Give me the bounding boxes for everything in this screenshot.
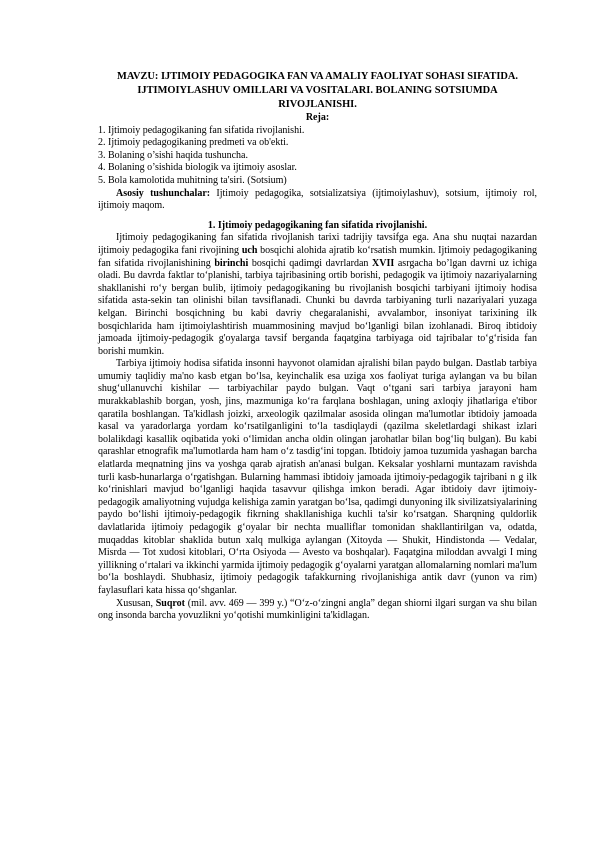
paragraph-text: asrgacha bo’lgan davrni uz ichiga oladi. Bu davrda faktlar to‘planishi, tarbiya tajribasining ortib borishi, pedagogik va ijtimoiy nazariyalarning shakllanishi ro‘y bergan bulib, ijtimoiy pedagogikaning bu rivojlanish bosqichi tarbiyani ijtimoiy hodisa sifatida asta-sekin tan olinishi bilan tavsiflanadi. Chunki bu davrda tarbiyaning turli nazariyalari yuzaga kelgan. Birinchi bosqichning bu kabi davriy chegaralanishi, avvalambor, insoniyat tarixining ilk bosqichlarida ham ijtimoiylashtirish muammosining mavjud bo‘lganligi bilan izohlanadi. Biroq ibtidoiy jamoada ijtimoiy-pedagogik g'oyalarga tavsif berganda faqatgina tarbiyaga oid tajribalar to‘g‘risida fan borishi mumkin. xyxy=(98,257,537,357)
keywords-text: Ijtimoiy pedagogika, sotsializatsiya (ijtimoiylashuv), sotsium, ijtimoiy rol, ijtimoiy maqom. xyxy=(98,187,537,212)
plan-item: 4. Bolaning o’sishida biologik va ijtimoiy asoslar. xyxy=(98,162,297,174)
document-body xyxy=(98,70,537,623)
plan-item: 3. Bolaning o’sishi haqida tushuncha. xyxy=(98,149,248,161)
plan-item: 2. Ijtimoiy pedagogikaning predmeti va ob'ekti. xyxy=(98,137,289,149)
bold-term: birinchi xyxy=(214,257,249,269)
paragraph-text: Xususan, xyxy=(116,597,156,609)
plan-list xyxy=(98,125,537,188)
paragraph-text: Tarbiya ijtimoiy hodisa sifatida insonni hayvonot olamidan ajralishi bilan paydo bulgan. Dastlab tarbiya umumiy taqlidiy ma'no kasb etgan bo‘lsa, keyinchalik esa uziga xos faoliyat turiga aylangan va bu bilan shug‘ullanuvchi kishilar — tarbiyachilar paydo bulgan. Vaqt o‘tgani sari tarbiya jarayoni ham murakkablashib borgan, yosh, jins, mazmuniga ko‘ra farqlana boshlagan, uning axloqiy jihatlariga e'tibor qaratila boshlangan. Ta'kidlash joizki, arxeologik qazilmalar asosida olingan ma'lumotlar ibtidoiy jamoada kasal va yaradorlarga yordam ko‘rsatilganligini to‘la tasdiqlaydi (qazilma skeletlardagi shikast izlari bolalikdagi kasallik oqibatida yoki o‘limidan ancha oldin olingan jarohatlar bilan bog‘liq bulgan). Bu kabi qarashlar etnografik ma'lumotlarda ham ham o‘z tasdig‘ini topgan. Ibtidoiy jamoa tuzumida yashagan barcha elatlarda meqnatning jins va yoshga qarab ajratish an'anasi bulgan. Keksalar yoshlarni muntazam ravishda turli kasb-hunarlarga o‘rgatishgan. Bularning hammasi ibtidoiy jamoada ijtimoiy-pedagogik tajribani n g ilk ko‘rinishlari mavjud bo‘lganligi haqida tasavvur qilishga imkon beradi. Agar ibtidoiy davr ijtimoiy-pedagogik amaliyotning vujudga kelishiga zamin yaratgan bo‘lsa, qadimgi dunyoning ilk sivilizatsiyalarining paydo bo‘lishi ijtimoiy-pedagogik fikrning shakllanishiga kuchli ta'sir ko‘rsatgan. Sharqning quldorlik davlatlarida ijtimoiy pedagogik g‘oyalar bir nechta mualliflar tomonidan shakllantirilgan va, odatda, muqaddas kitoblar shaklida butun xalq mulkiga aylangan (Xitoyda — Shukit, Hindistonda — Vedalar, Misrda — Tot xudosi kitoblari, O‘rta Osiyoda — Avesto va boshqalar). Faqatgina miloddan avvalgi I ming yillikning o‘rtalari va ikkinchi yarmida ijtimoiy pedagogik g‘oyalarni yaratgan allomalarning nomlari ma'lum bo‘la boshlaydi. Shubhasiz, ijtimoiy pedagogik tafakkurning rivojlanishiga antik davr (yunon va rim) faylasuflari kata hissa qo‘shganlar. xyxy=(98,358,537,596)
paragraph-text: Ijtimoiy pedagogikaning fan sifatida rivojlanish tarixi tadrijiy tavsifga ega. Ana shu nuqtai nazardan ijtimoiy pedagogika fani rivojining xyxy=(98,232,537,256)
keywords-paragraph xyxy=(98,188,537,213)
body-paragraph xyxy=(98,358,537,597)
section-heading: 1. Ijtimoiy pedagogikaning fan sifatida rivojlanishi. xyxy=(207,219,428,231)
plan-item: 5. Bola kamolotida muhitning ta'siri. (Sotsium) xyxy=(98,174,287,186)
body-paragraph xyxy=(98,232,537,358)
body-paragraph xyxy=(98,598,537,623)
paragraph-text: (mil. avv. 469 — 399 y.) “O‘z-o‘zingni angla” degan shiorni ilgari surgan va shu bilan ong insonda barcha yovuzlikni yo‘qotishi mumkinligini ta'kidlagan. xyxy=(98,597,537,622)
paragraph-text: bosqichi alohida ajratib ko‘rsatish mumkin. Ijtimoiy pedagogikaning fan sifatida rivojlanishining xyxy=(98,244,537,269)
plan-item: 1. Ijtimoiy pedagogikaning fan sifatida rivojlanishi. xyxy=(98,124,305,136)
bold-term: Suqrot xyxy=(155,597,185,609)
document-title: MAVZU: IJTIMOIY PEDAGOGIKA FAN VA AMALIY FAOLIYAT SOHASI SIFATIDA. IJTIMOIYLASHUV OMILLARI VA VOSITALARI. BOLANING SOTSIUMDA RIVOJLANISHI. xyxy=(117,71,518,110)
paragraph-text: bosqichi qadimgi davrlardan xyxy=(248,257,373,269)
bold-term: uch xyxy=(241,244,258,256)
keywords-label: Asosiy tushunchalar: xyxy=(116,187,211,199)
plan-label: Reja: xyxy=(305,112,330,123)
bold-term: XVII xyxy=(372,257,395,269)
